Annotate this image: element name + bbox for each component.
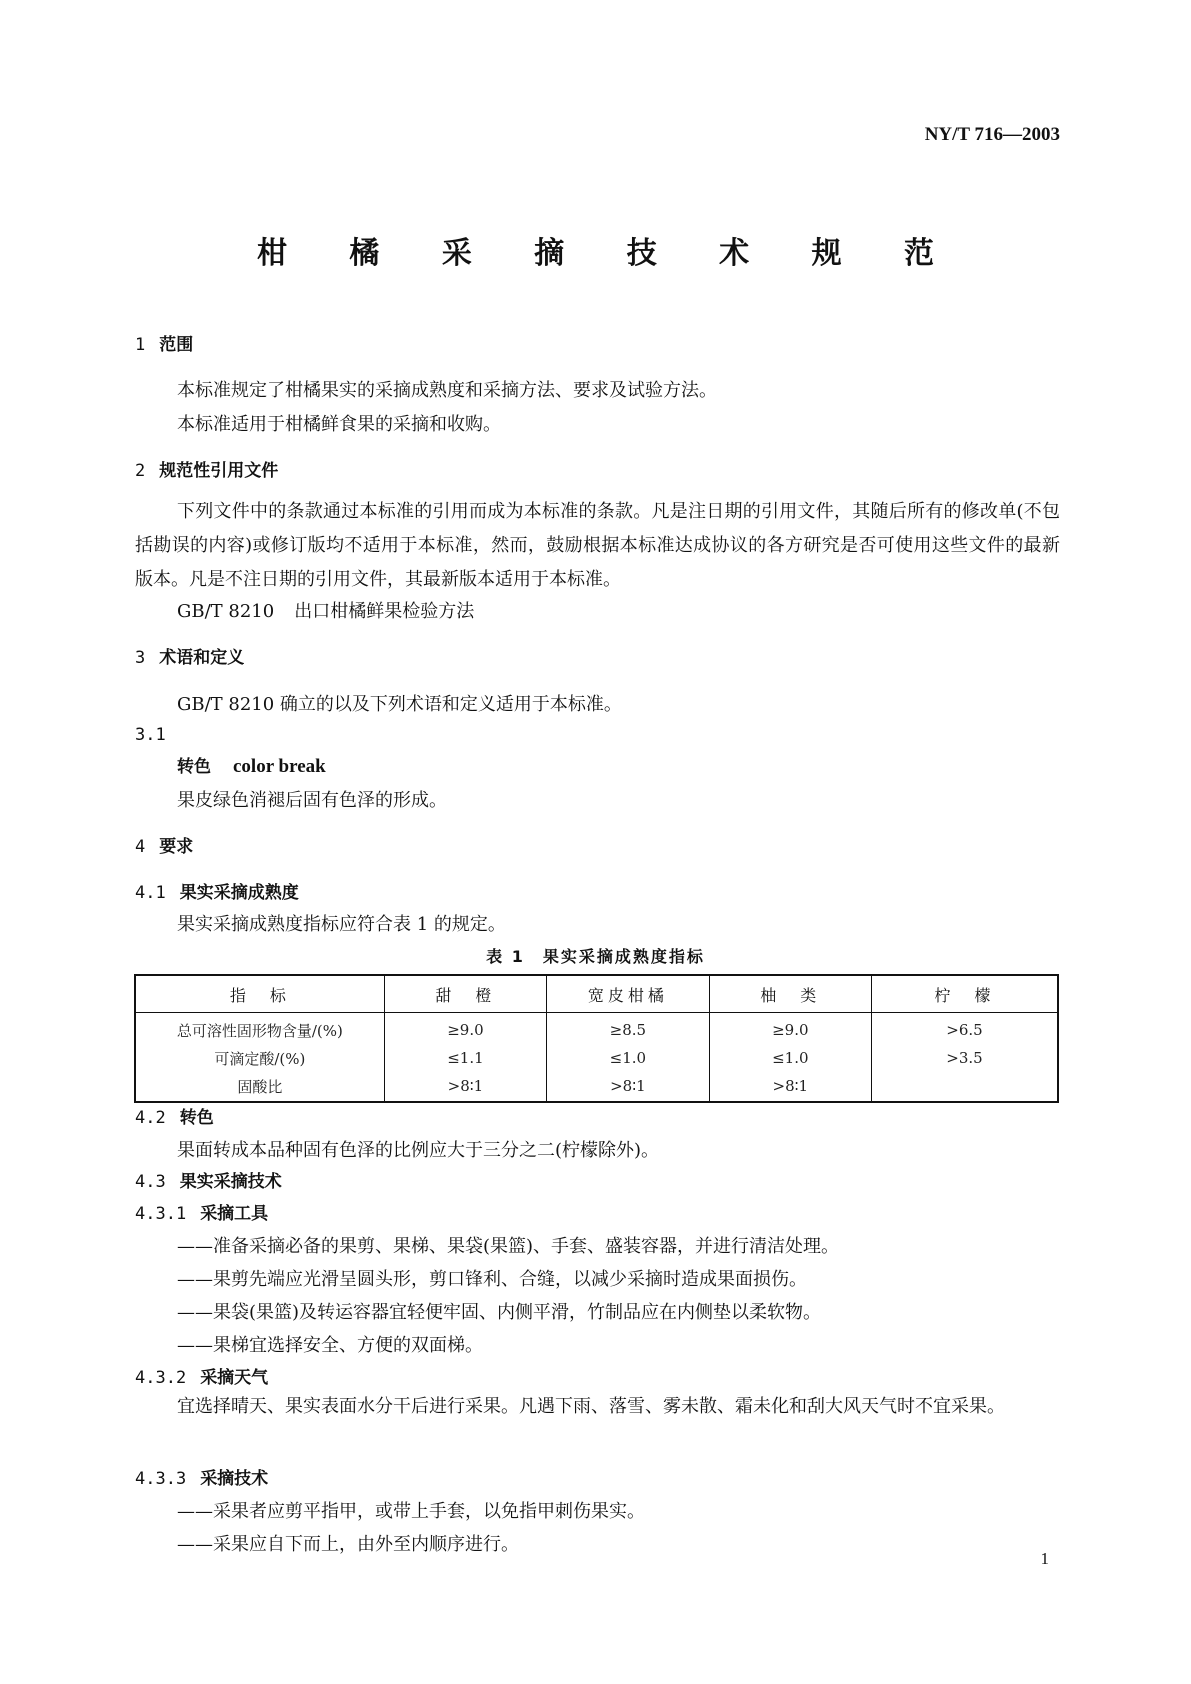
- section-number: 4.3: [135, 1172, 166, 1192]
- section-4-2-heading: [135, 1103, 214, 1128]
- table-row: [135, 1072, 1058, 1102]
- list-item: ——果剪先端应光滑呈圆头形，剪口锋利、合缝，以减少采摘时造成果面损伤。: [177, 1269, 807, 1290]
- table-caption: [0, 944, 1191, 967]
- term-entry: [177, 752, 326, 778]
- section-title: 果实采摘成熟度: [179, 883, 299, 903]
- table-cell: [872, 1072, 1058, 1102]
- standard-code: NY/T 716—2003: [924, 124, 1060, 145]
- list-item: ——采果应自下而上，由外至内顺序进行。: [177, 1534, 519, 1555]
- section-number: 4.3.1: [135, 1204, 187, 1224]
- table-cell: >6.5: [872, 1013, 1058, 1045]
- section-title: 范围: [159, 335, 194, 355]
- list-item: ——采果者应剪平指甲，或带上手套，以免指甲刺伤果实。: [177, 1501, 645, 1522]
- section-number: 2: [135, 461, 146, 481]
- table-caption-label: 表 1: [486, 947, 525, 966]
- table-row: [135, 1044, 1058, 1072]
- table-cell: ≤1.1: [384, 1044, 546, 1072]
- table-caption-title: 果实采摘成熟度指标: [542, 947, 705, 966]
- term-english: color break: [233, 756, 326, 777]
- table-header-cell: 宽皮柑橘: [547, 975, 709, 1013]
- reference-code: GB/T 8210: [177, 601, 275, 622]
- section-number: 4.3.2: [135, 1368, 187, 1388]
- section-4-heading: [135, 832, 193, 857]
- section-4-3-2-heading: [135, 1363, 268, 1388]
- section-4-3-3-heading: [135, 1464, 268, 1489]
- paragraph: 下列文件中的条款通过本标准的引用而成为本标准的条款。凡是注日期的引用文件，其随后所有的修改单(不包括勘误的内容)或修订版均不适用于本标准，然而，鼓励根据本标准达成协议的各方研究是否可使用这些文件的最新版本。凡是不注日期的引用文件，其最新版本适用于本标准。: [135, 501, 1060, 590]
- section-title: 果实采摘技术: [179, 1172, 282, 1192]
- table-cell: ≤1.0: [547, 1044, 709, 1072]
- table-header-cell: 柠 檬: [872, 975, 1058, 1013]
- section-number: 4: [135, 837, 146, 857]
- page-number: 1: [1040, 1549, 1049, 1568]
- reference-title: 出口柑橘鲜果检验方法: [294, 601, 475, 622]
- table-header-cell: 甜 橙: [384, 975, 546, 1013]
- table-cell: ≤1.0: [709, 1044, 871, 1072]
- table-header-cell: 柚 类: [709, 975, 871, 1013]
- section-title: 转色: [179, 1108, 214, 1128]
- document-title: 柑 橘 采 摘 技 术 规 范: [256, 236, 961, 271]
- paragraph: 宜选择晴天、果实表面水分干后进行采果。凡遇下雨、落雪、雾未散、霜未化和刮大风天气时不宜采果。: [177, 1396, 1005, 1417]
- table-cell: 固酸比: [135, 1072, 384, 1102]
- table-cell: ≥8.5: [547, 1013, 709, 1045]
- table-cell: >8∶1: [384, 1072, 546, 1102]
- list-item: ——准备采摘必备的果剪、果梯、果袋(果篮)、手套、盛装容器，并进行清洁处理。: [177, 1236, 840, 1257]
- section-4-3-heading: [135, 1167, 282, 1192]
- reference-entry: [177, 597, 474, 623]
- table-cell: 可滴定酸/(%): [135, 1044, 384, 1072]
- section-4-3-1-heading: [135, 1199, 268, 1224]
- section-1-heading: [135, 330, 193, 355]
- section-number: 4.3.3: [135, 1469, 187, 1489]
- subsection-number: [135, 725, 180, 745]
- table-cell: >8∶1: [709, 1072, 871, 1102]
- section-number: 4.2: [135, 1108, 166, 1128]
- paragraph: GB/T 8210 确立的以及下列术语和定义适用于本标准。: [177, 694, 622, 715]
- table-cell: ≥9.0: [384, 1013, 546, 1045]
- section-title: 采摘工具: [200, 1204, 269, 1224]
- paragraph: 本标准规定了柑橘果实的采摘成熟度和采摘方法、要求及试验方法。: [177, 380, 717, 401]
- section-number: 3: [135, 648, 146, 668]
- table-cell: >8∶1: [547, 1072, 709, 1102]
- table-cell: >3.5: [872, 1044, 1058, 1072]
- section-title: 术语和定义: [159, 648, 245, 668]
- paragraph: 果面转成本品种固有色泽的比例应大于三分之二(柠檬除外)。: [177, 1140, 660, 1161]
- section-title: 要求: [159, 837, 194, 857]
- list-item: ——果袋(果篮)及转运容器宜轻便牢固、内侧平滑，竹制品应在内侧垫以柔软物。: [177, 1302, 822, 1323]
- table-header-cell: 指 标: [135, 975, 384, 1013]
- paragraph: 果实采摘成熟度指标应符合表 1 的规定。: [177, 914, 506, 935]
- section-3-heading: [135, 643, 244, 668]
- list-item: ——果梯宜选择安全、方便的双面梯。: [177, 1335, 483, 1356]
- section-title: 采摘技术: [200, 1469, 269, 1489]
- table-header-row: [135, 975, 1058, 1013]
- paragraph: 本标准适用于柑橘鲜食果的采摘和收购。: [177, 414, 501, 435]
- table-row: [135, 1013, 1058, 1045]
- table-cell: ≥9.0: [709, 1013, 871, 1045]
- term-definition: 果皮绿色消褪后固有色泽的形成。: [177, 790, 447, 811]
- section-number: 3.1: [135, 725, 166, 745]
- table-cell: 总可溶性固形物含量/(%): [135, 1013, 384, 1045]
- section-number: 4.1: [135, 883, 166, 903]
- section-4-1-heading: [135, 878, 299, 903]
- maturity-index-table: [134, 974, 1059, 1103]
- term-chinese: 转色: [177, 757, 211, 777]
- section-2-heading: [135, 456, 278, 481]
- section-title: 规范性引用文件: [159, 461, 279, 481]
- section-number: 1: [135, 335, 146, 355]
- section-title: 采摘天气: [200, 1368, 269, 1388]
